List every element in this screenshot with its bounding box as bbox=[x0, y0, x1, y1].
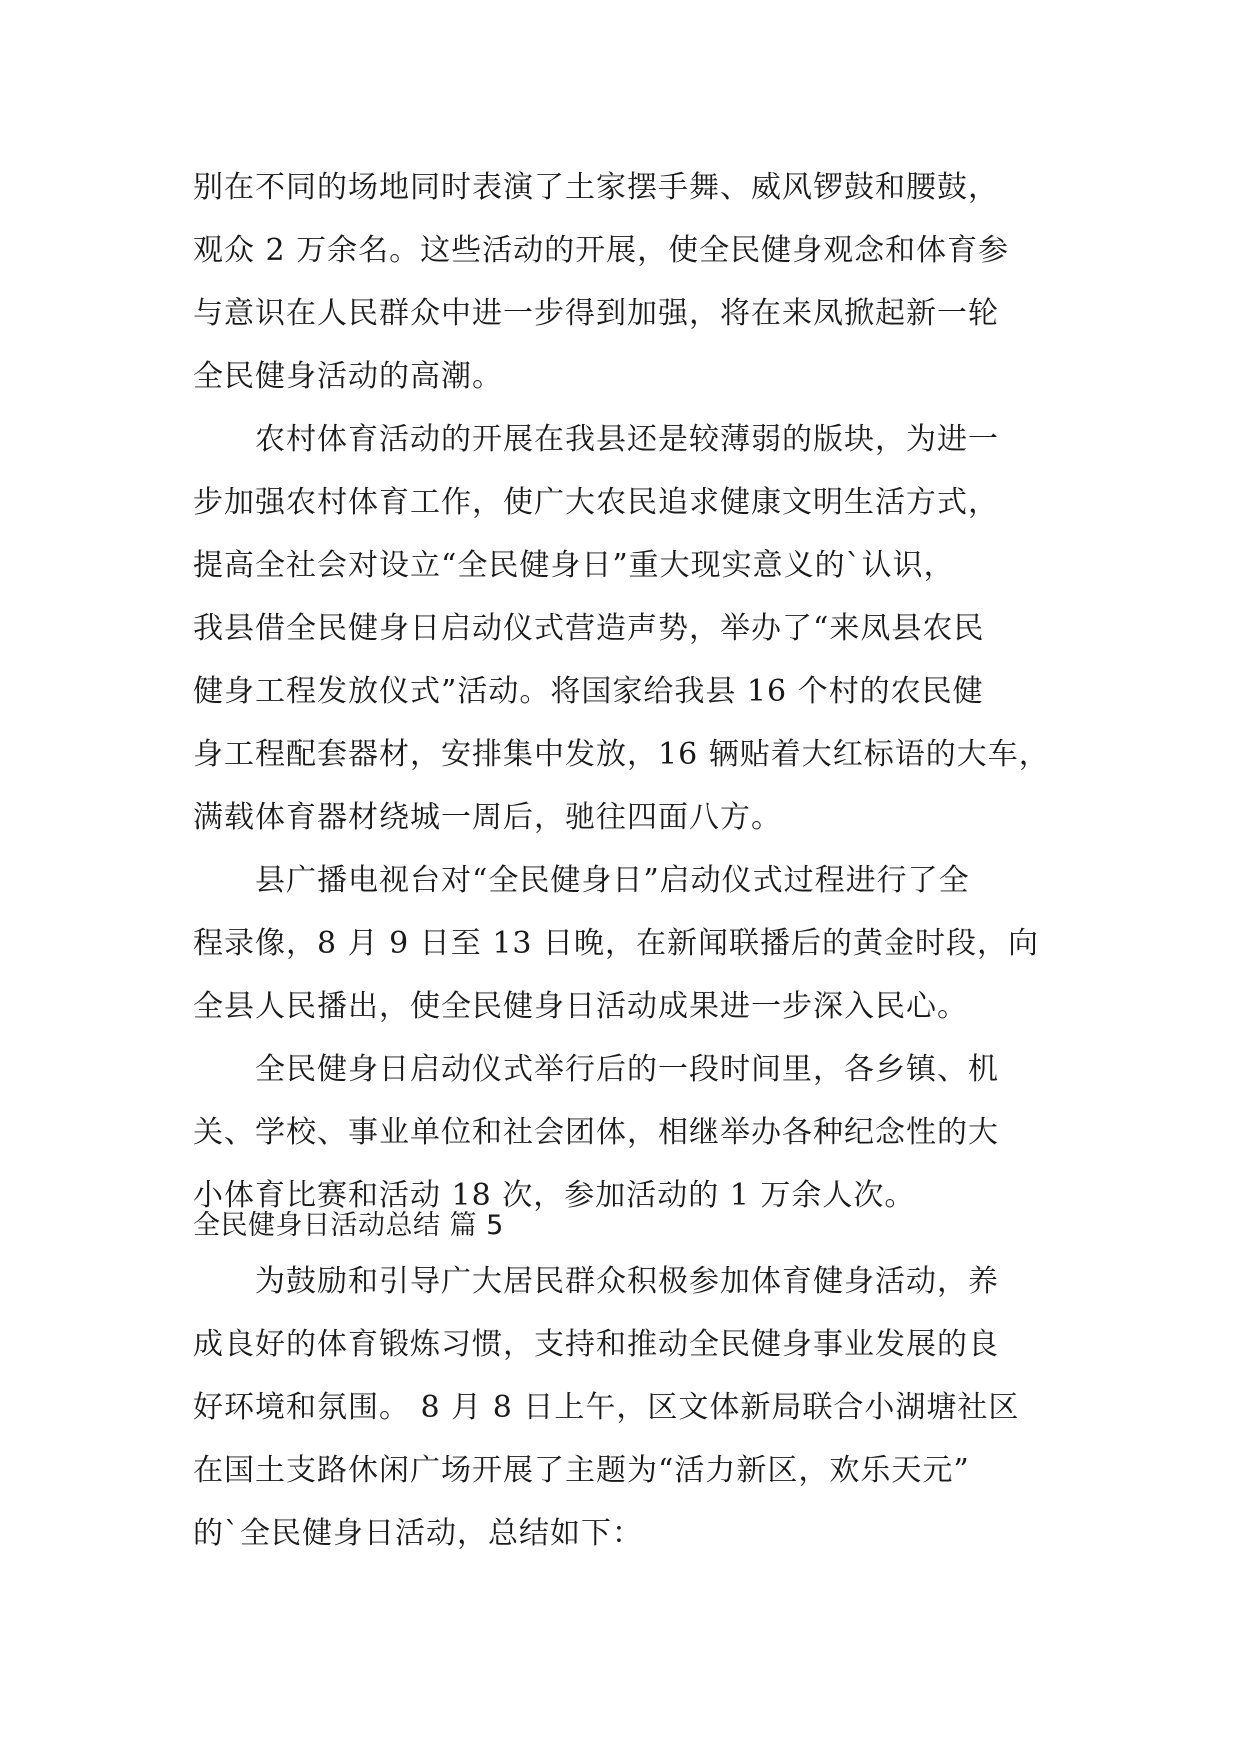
text-line: 提高全社会对设立“全民健身日”重大现实意义的`认识， bbox=[193, 548, 955, 583]
text-line: 观众 2 万余名。这些活动的开展，使全民健身观念和体育参 bbox=[193, 233, 1010, 268]
text-line: 健身工程发放仪式”活动。将国家给我县 16 个村的农民健 bbox=[193, 674, 984, 709]
text-line: 全民健身日启动仪式举行后的一段时间里，各乡镇、机 bbox=[193, 1052, 999, 1087]
text-line: 关、学校、事业单位和社会团体，相继举办各种纪念性的大 bbox=[193, 1115, 999, 1150]
text-line: 为鼓励和引导广大居民群众积极参加体育健身活动，养 bbox=[193, 1264, 999, 1299]
text-line: 与意识在人民群众中进一步得到加强，将在来凤掀起新一轮 bbox=[193, 296, 999, 331]
text-line: 程录像，8 月 9 日至 13 日晚，在新闻联播后的黄金时段，向 bbox=[193, 926, 1040, 961]
section-heading: 全民健身日活动总结 篇 5 bbox=[193, 1210, 504, 1241]
body-text-section-1 bbox=[193, 156, 1051, 1227]
text-line: 在国土支路休闲广场开展了主题为“活力新区，欢乐天元” bbox=[193, 1453, 970, 1488]
text-line: 别在不同的场地同时表演了土家摆手舞、威风锣鼓和腰鼓， bbox=[193, 170, 999, 205]
text-line: 我县借全民健身日启动仪式营造声势，举办了“来凤县农民 bbox=[193, 611, 985, 646]
text-line: 全民健身活动的高潮。 bbox=[193, 359, 503, 394]
text-line: 步加强农村体育工作，使广大农民追求健康文明生活方式， bbox=[193, 485, 999, 520]
text-line: 全县人民播出，使全民健身日活动成果进一步深入民心。 bbox=[193, 989, 968, 1024]
text-line: 身工程配套器材，安排集中发放，16 辆贴着大红标语的大车， bbox=[193, 737, 1050, 772]
text-line: 成良好的体育锻炼习惯，支持和推动全民健身事业发展的良 bbox=[193, 1327, 999, 1362]
text-line: 好环境和氛围。 8 月 8 日上午，区文体新局联合小湖塘社区 bbox=[193, 1390, 1020, 1425]
text-line: 农村体育活动的开展在我县还是较薄弱的版块，为进一 bbox=[193, 422, 999, 457]
text-line: 满载体育器材绕城一周后，驰往四面八方。 bbox=[193, 800, 782, 835]
text-line: 县广播电视台对“全民健身日”启动仪式过程进行了全 bbox=[193, 863, 970, 898]
text-line: 的`全民健身日活动，总结如下： bbox=[193, 1516, 643, 1551]
text-line: 小体育比赛和活动 18 次，参加活动的 1 万余人次。 bbox=[193, 1178, 916, 1213]
body-text-section-2 bbox=[193, 1250, 1051, 1565]
